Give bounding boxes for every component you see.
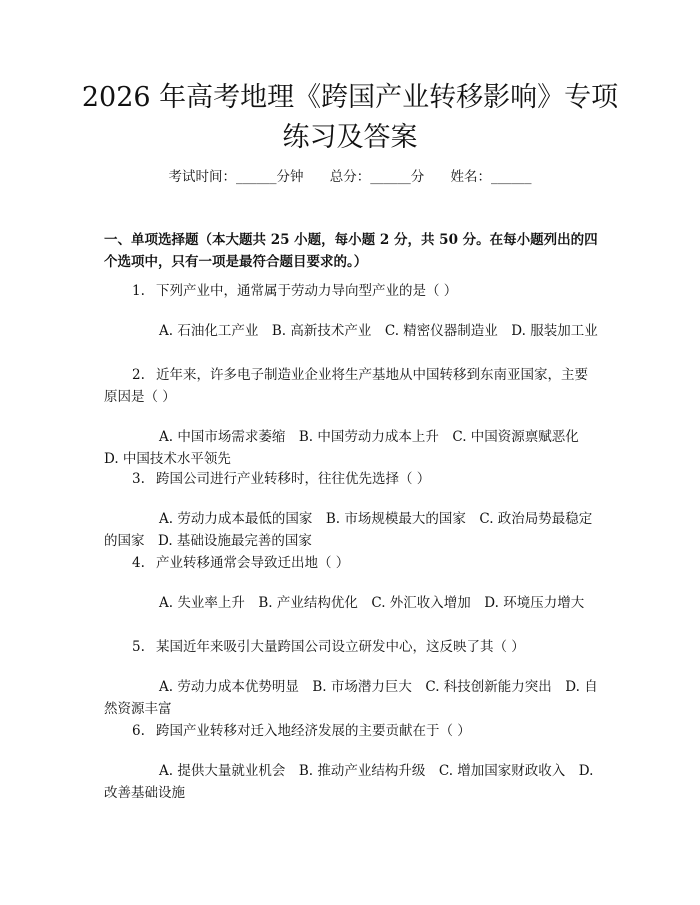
- option-d: D. 自然资源丰富: [104, 679, 598, 717]
- option-b: B. 高新技术产业: [271, 323, 372, 339]
- question-6: [104, 720, 600, 804]
- option-a: A. 劳动力成本最低的国家: [159, 511, 313, 527]
- question-1: [104, 280, 600, 342]
- question-4: [104, 552, 600, 614]
- option-b: B. 市场规模最大的国家: [325, 511, 466, 527]
- question-stem: 1. 下列产业中，通常属于劳动力导向型产业的是（ ）: [104, 280, 600, 302]
- option-d: D. 环境压力增大: [484, 595, 585, 611]
- question-options: [104, 508, 600, 552]
- question-stem: 6. 跨国产业转移对迁入地经济发展的主要贡献在于（ ）: [104, 720, 600, 742]
- option-c: C. 精密仪器制造业: [384, 323, 498, 339]
- option-d: D. 服装加工业: [511, 323, 598, 339]
- question-number: 2.: [132, 367, 145, 383]
- question-stem: 3. 跨国公司进行产业转移时，往往优先选择（ ）: [104, 468, 600, 490]
- question-options: [104, 320, 600, 342]
- question-number: 5.: [132, 639, 145, 655]
- exam-time-field: 考试时间：______分钟: [168, 169, 304, 185]
- question-stem: 5. 某国近年来吸引大量跨国公司设立研发中心，这反映了其（ ）: [104, 636, 600, 658]
- option-a: A. 提供大量就业机会: [159, 763, 286, 779]
- option-b: B. 市场潜力巨大: [312, 679, 412, 695]
- question-number: 4.: [132, 555, 145, 571]
- question-options: [104, 676, 600, 720]
- option-b: B. 推动产业结构升级: [298, 763, 426, 779]
- option-a: A. 劳动力成本优势明显: [159, 679, 299, 695]
- option-a: A. 石油化工产业: [159, 323, 259, 339]
- option-d: D. 改善基础设施: [104, 763, 598, 801]
- question-options: [104, 426, 600, 470]
- question-5: [104, 636, 600, 720]
- option-d: D. 中国技术水平领先: [104, 451, 231, 467]
- question-number: 3.: [132, 471, 145, 487]
- question-stem: 4. 产业转移通常会导致迁出地（ ）: [104, 552, 600, 574]
- option-c: C. 政治局势最稳定的国家: [104, 511, 593, 549]
- option-c: C. 中国资源禀赋恶化: [452, 429, 579, 445]
- option-c: C. 科技创新能力突出: [425, 679, 552, 695]
- question-options: [104, 760, 600, 804]
- section-heading: 一、单项选择题（本大题共 25 小题，每小题 2 分，共 50 分。在每小题列出的四个选项中，只有一项是最符合题目要求的。）: [104, 232, 598, 270]
- option-c: C. 增加国家财政收入: [438, 763, 566, 779]
- option-b: B. 产业结构优化: [258, 595, 358, 611]
- exam-info: [0, 167, 700, 187]
- question-number: 1.: [132, 283, 145, 299]
- option-a: A. 失业率上升: [159, 595, 245, 611]
- student-name-field: 姓名：______: [450, 169, 532, 185]
- question-2: [104, 364, 600, 470]
- option-d: D. 基础设施最完善的国家: [158, 533, 312, 549]
- option-b: B. 中国劳动力成本上升: [298, 429, 439, 445]
- total-score-field: 总分：______分: [329, 169, 425, 185]
- question-number: 6.: [132, 723, 145, 739]
- question-stem: 2. 近年来，许多电子制造业企业将生产基地从中国转移到东南亚国家，主要原因是（ ）: [104, 364, 600, 408]
- question-options: [104, 592, 600, 614]
- page-title: 2026 年高考地理《跨国产业转移影响》专项练习及答案: [81, 82, 619, 153]
- option-a: A. 中国市场需求萎缩: [159, 429, 286, 445]
- question-3: [104, 468, 600, 552]
- option-c: C. 外汇收入增加: [371, 595, 471, 611]
